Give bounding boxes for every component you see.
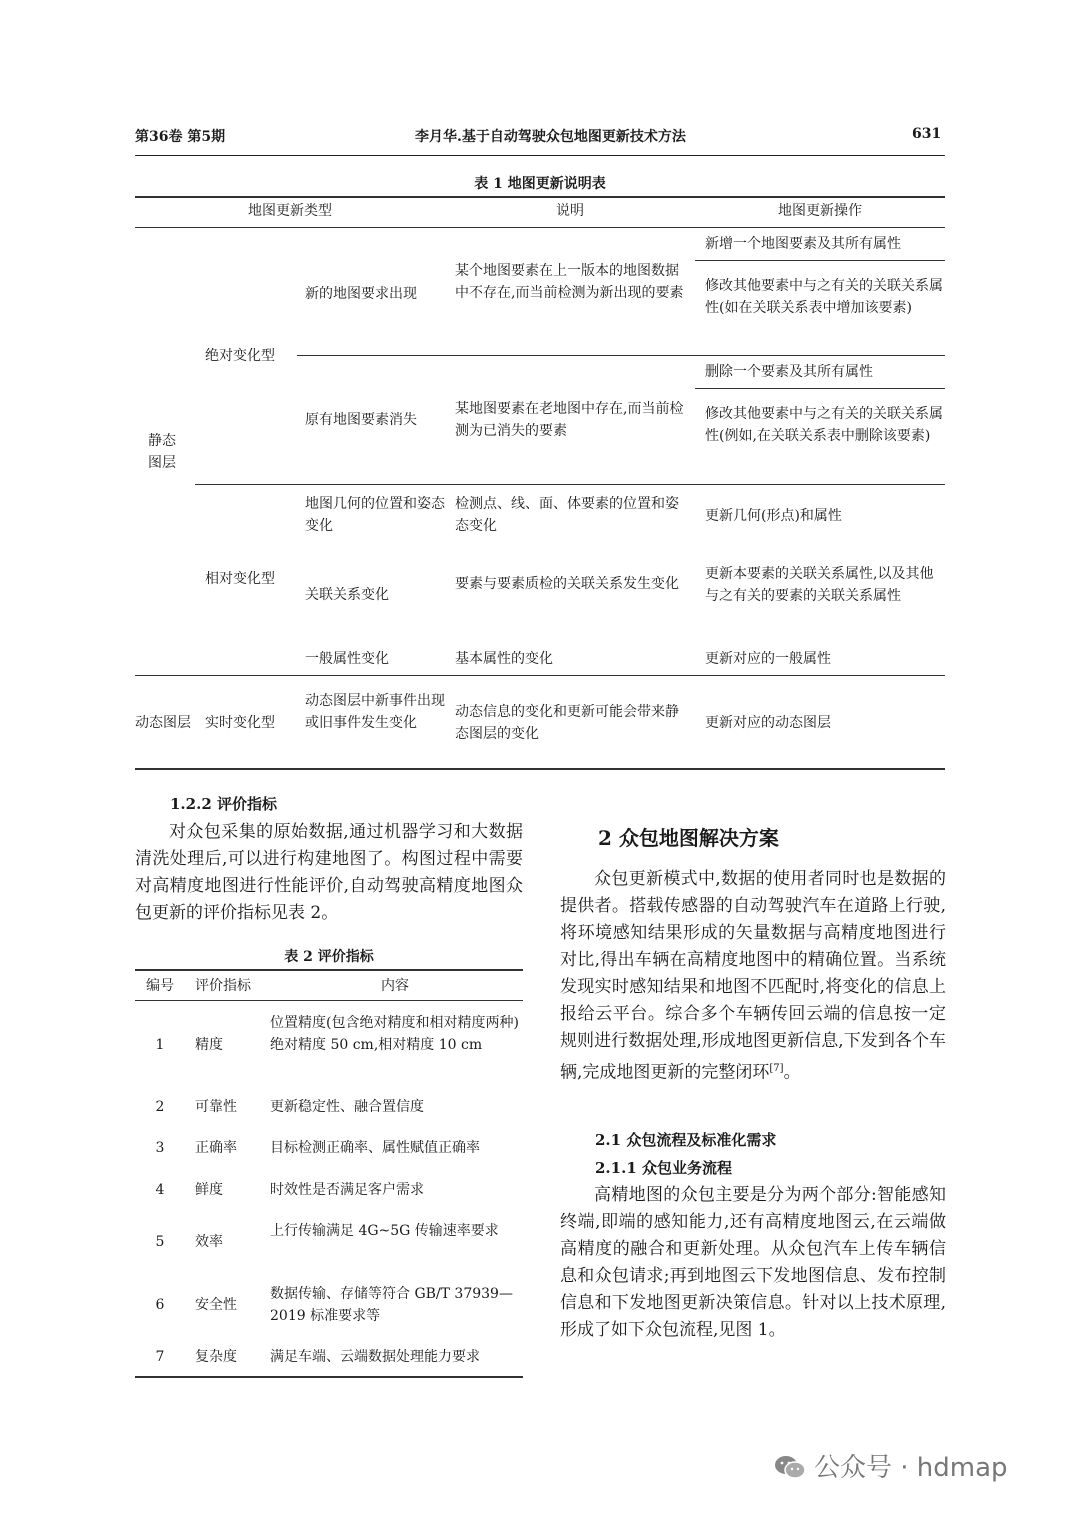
header-rule [135,155,945,156]
right-paragraph-1-text: 众包更新模式中,数据的使用者同时也是数据的提供者。搭载传感器的自动驾驶汽车在道路上行驶,将环境感知结果形成的矢量数据与高精度地图进行对比,得出车辆在高精度地图中的精确位置。当系统发现实时感知结果和地图不匹配时,将变化的信息上报给云平台。综合多个车辆传回云端的信息按一定规则进行数据处理,形成地图更新信息,下发到各个车辆,完成地图更新的完整闭环 [560,869,946,1083]
table1-absolute-type: 绝对变化型 [205,348,275,364]
table2-row2-content: 更新稳定性、融合置信度 [270,1099,424,1115]
table2-row6-content: 数据传输、存储等符合 GB/T 37939—2019 标准要求等 [270,1286,513,1324]
table2-row2-name: 可靠性 [195,1099,237,1115]
table2-row1-no: 1 [155,1037,165,1053]
table1-header-rule [135,227,945,228]
header-article-title: 李月华.基于自动驾驶众包地图更新技术方法 [415,129,686,145]
table1-row3-op: 更新几何(形点)和属性 [705,508,842,524]
citation-ref: [7] [769,1063,784,1074]
table2-caption: 表 2 评价指标 [284,949,374,965]
table2-header-rule [135,1000,523,1001]
table1-row2-op1: 删除一个要素及其所有属性 [705,364,873,380]
table1-row3-sub: 地图几何的位置和姿态变化 [305,496,445,534]
watermark-text: 公众号 · hdmap [814,1453,1008,1483]
table2-row7-no: 7 [155,1349,165,1365]
table1-header-op: 地图更新操作 [778,203,862,219]
table1-row5-sub: 一般属性变化 [305,651,389,667]
left-paragraph: 对众包采集的原始数据,通过机器学习和大数据清洗处理后,可以进行构建地图了。构图过程中需要对高精度地图进行性能评价,自动驾驶高精度地图众包更新的评价指标见表 2。 [135,822,523,923]
table1-row2-sub: 原有地图要素消失 [305,412,417,428]
table1-row1-op2: 修改其他要素中与之有关的关联关系属性(如在关联关系表中增加该要素) [705,278,943,316]
table1-row2-op2: 修改其他要素中与之有关的关联关系属性(例如,在关联关系表中删除该要素) [705,406,943,444]
table1-row1-op-bottom-rule [695,355,945,356]
table2-row4-no: 4 [155,1182,165,1198]
table2-row2-no: 2 [155,1099,165,1115]
table2-header-no: 编号 [146,978,174,994]
table2-header-metric: 评价指标 [195,978,251,994]
table1-row1-op-divider [695,260,945,261]
table2-bottom-rule [135,1376,523,1378]
table2-row1-name: 精度 [195,1037,223,1053]
table2-row3-name: 正确率 [195,1140,237,1156]
wechat-icon [774,1454,806,1480]
section-2-heading: 2 众包地图解决方案 [598,826,779,850]
table1-static-bottom-rule [135,675,945,676]
right-paragraph-2: 高精地图的众包主要是分为两个部分:智能感知终端,即端的感知能力,还有高精度地图云,在云端做高精度的融合和更新处理。从众包汽车上传车辆信息和众包请求;再到地图云下发地图信息、发布控制信息和下发地图更新决策信息。针对以上技术原理,形成了如下众包流程,见图 1。 [560,1185,946,1340]
table2-row6-no: 6 [155,1297,165,1313]
table1-dynamic-layer: 动态图层 [135,715,191,731]
table1-row5-op: 更新对应的一般属性 [705,651,831,667]
table1-row5-desc: 基本属性的变化 [455,651,553,667]
table2-row6-name: 安全性 [195,1297,237,1313]
table2-row4-content: 时效性是否满足客户需求 [270,1182,424,1198]
table2-row7-name: 复杂度 [195,1349,237,1365]
table1-header-type: 地图更新类型 [248,203,332,219]
table1-row4-op: 更新本要素的关联关系属性,以及其他与之有关的要素的关联关系属性 [705,566,934,604]
table2-row5-no: 5 [155,1234,165,1250]
table2-row5-name: 效率 [195,1234,223,1250]
table1-row2-desc: 某地图要素在老地图中存在,而当前检测为已消失的要素 [455,401,684,439]
table1-row1-op1: 新增一个地图要素及其所有属性 [705,236,901,252]
watermark [774,1447,1008,1484]
table1-row6-desc: 动态信息的变化和更新可能会带来静态图层的变化 [455,704,679,742]
table1-row6-sub: 动态图层中新事件出现或旧事件发生变化 [305,693,445,731]
header-page-number: 631 [912,126,942,142]
table1-row4-sub: 关联关系变化 [305,587,389,603]
table1-caption: 表 1 地图更新说明表 [474,176,606,192]
table1-realtime-type: 实时变化型 [205,715,275,731]
table2-header-content: 内容 [381,978,409,994]
table2-row4-name: 鲜度 [195,1182,223,1198]
table2-row1-content: 位置精度(包含绝对精度和相对精度两种)绝对精度 50 cm,相对精度 10 cm [270,1015,519,1053]
table2-row5-content: 上行传输满足 4G~5G 传输速率要求 [270,1223,499,1239]
section-2-1-heading: 2.1 众包流程及标准化需求 [595,1131,777,1149]
table1-row6-op: 更新对应的动态图层 [705,715,831,731]
right-paragraph-1-end: 。 [783,1062,801,1083]
section-2-1-1-heading: 2.1.1 众包业务流程 [595,1159,732,1177]
table1-relative-type: 相对变化型 [205,571,275,587]
table2-top-rule [135,969,523,971]
table1-absolute-bottom-rule [195,484,945,485]
table1-top-rule [135,196,945,198]
table1-row1-bottom-rule [297,355,697,356]
table1-header-desc: 说明 [556,203,584,219]
section-1-2-2-heading: 1.2.2 评价指标 [170,795,277,813]
table1-static-layer: 静态图层 [148,433,176,471]
table1-bottom-rule [135,768,945,770]
table1-row4-desc: 要素与要素质检的关联关系发生变化 [455,576,679,592]
table2-row3-content: 目标检测正确率、属性赋值正确率 [270,1140,480,1156]
table1-row1-sub: 新的地图要求出现 [305,286,417,302]
right-paragraph-1 [560,866,946,1087]
table2-row3-no: 3 [155,1140,165,1156]
header-volume: 第36卷 第5期 [135,129,226,145]
table2-row7-content: 满足车端、云端数据处理能力要求 [270,1349,480,1365]
table1-row3-desc: 检测点、线、面、体要素的位置和姿态变化 [455,496,679,534]
table1-row1-desc: 某个地图要素在上一版本的地图数据中不存在,而当前检测为新出现的要素 [455,263,684,301]
table1-row2-op-divider [695,388,945,389]
